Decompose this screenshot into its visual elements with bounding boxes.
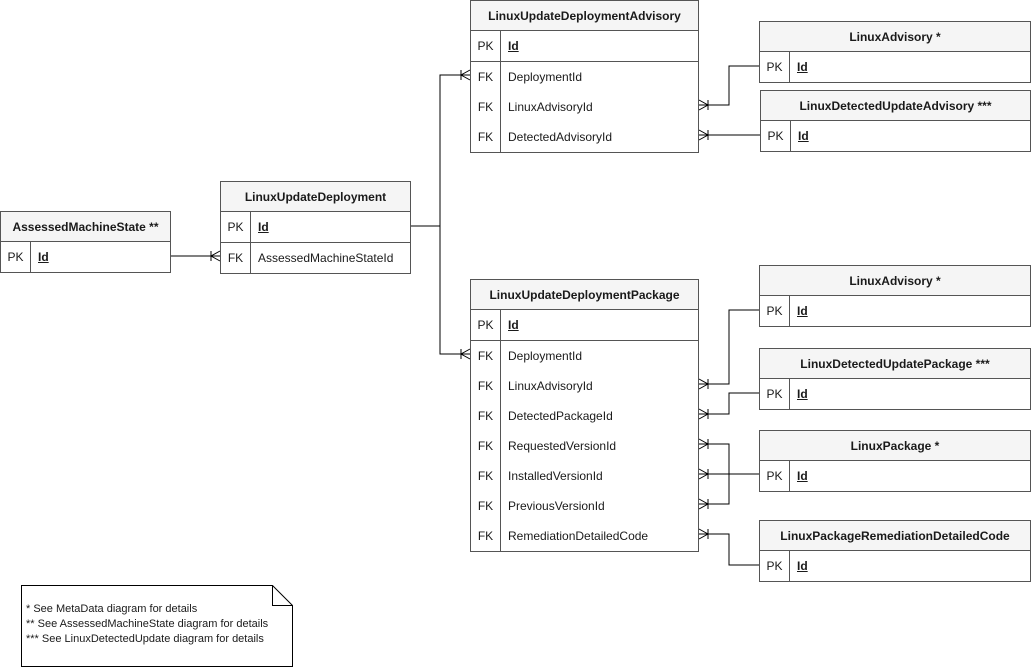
key-label: PK [1,242,31,272]
key-label: PK [471,31,501,61]
field-name: AssessedMachineStateId [258,251,394,265]
entity-row [760,296,1030,326]
footnote-lines [26,602,268,647]
key-label: FK [471,461,501,491]
entity-linux-advisory-top[interactable] [759,21,1031,83]
entity-title: LinuxAdvisory * [760,266,1030,296]
footnote-line: * See MetaData diagram for details [26,603,198,615]
entity-linux-detected-update-package[interactable] [759,348,1031,410]
entity-linux-advisory-lower[interactable] [759,265,1031,327]
entity-row [760,551,1030,581]
entity-linux-update-deployment-package[interactable] [470,279,699,552]
key-label: PK [221,212,251,242]
entity-row [1,242,170,272]
entity-row [471,461,698,491]
field-name: DeploymentId [508,349,583,363]
key-label: FK [471,62,501,92]
entity-title: LinuxPackageRemediationDetailedCode [760,521,1030,551]
key-label: FK [471,401,501,431]
entity-row [761,121,1030,151]
key-label: PK [471,310,501,340]
key-label: FK [471,92,501,122]
entity-title: LinuxDetectedUpdateAdvisory *** [761,91,1030,121]
key-label: FK [471,122,501,152]
entity-linux-update-deployment[interactable] [220,181,411,274]
key-label: FK [471,521,501,551]
entity-row [471,371,698,401]
entity-linux-package[interactable] [759,430,1031,492]
entity-row [471,401,698,431]
entity-assessed-machine-state[interactable] [0,211,171,273]
entity-title: LinuxUpdateDeploymentAdvisory [471,1,698,31]
field-name: Id [258,220,269,234]
field-name: DetectedAdvisoryId [508,130,613,144]
key-label: FK [471,341,501,371]
entity-row [760,461,1030,491]
field-name: Id [797,387,808,401]
field-name: RemediationDetailedCode [508,529,649,543]
field-name: Id [508,39,519,53]
field-name: Id [798,129,809,143]
key-label: PK [760,551,790,581]
key-label: PK [760,296,790,326]
entity-row [471,491,698,521]
entity-row [760,52,1030,82]
entity-row [471,122,698,152]
field-name: PreviousVersionId [508,499,605,513]
field-name: Id [797,469,808,483]
key-label: FK [471,431,501,461]
entity-title: LinuxUpdateDeploymentPackage [471,280,698,310]
footnote-box [21,585,293,666]
entity-title: AssessedMachineState ** [1,212,170,242]
entity-title: LinuxUpdateDeployment [221,182,410,212]
field-name: LinuxAdvisoryId [508,100,593,114]
footnote-line: *** See LinuxDetectedUpdate diagram for details [26,633,264,645]
entity-row [221,243,410,273]
entity-row [471,31,698,62]
key-label: FK [471,491,501,521]
key-label: FK [221,243,251,273]
field-name: Id [508,318,519,332]
field-name: InstalledVersionId [508,469,603,483]
entity-row [471,92,698,122]
entity-linux-update-deployment-advisory[interactable] [470,0,699,153]
entity-row [221,212,410,243]
field-name: Id [797,559,808,573]
entity-title: LinuxPackage * [760,431,1030,461]
field-name: DeploymentId [508,70,583,84]
entity-row [471,310,698,341]
entity-title: LinuxAdvisory * [760,22,1030,52]
entity-linux-package-remediation-detailed-code[interactable] [759,520,1031,582]
field-name: Id [797,304,808,318]
field-name: RequestedVersionId [508,439,617,453]
key-label: PK [760,461,790,491]
entity-row [471,431,698,461]
key-label: PK [760,379,790,409]
field-name: LinuxAdvisoryId [508,379,593,393]
entity-row [760,379,1030,409]
entity-row [471,62,698,92]
entity-linux-detected-update-advisory[interactable] [760,90,1031,152]
field-name: DetectedPackageId [508,409,613,423]
key-label: FK [471,371,501,401]
footnote-line: ** See AssessedMachineState diagram for details [26,618,269,630]
field-name: Id [38,250,49,264]
key-label: PK [761,121,791,151]
entity-row [471,341,698,371]
field-name: Id [797,60,808,74]
entity-title: LinuxDetectedUpdatePackage *** [760,349,1030,379]
key-label: PK [760,52,790,82]
entity-row [471,521,698,551]
